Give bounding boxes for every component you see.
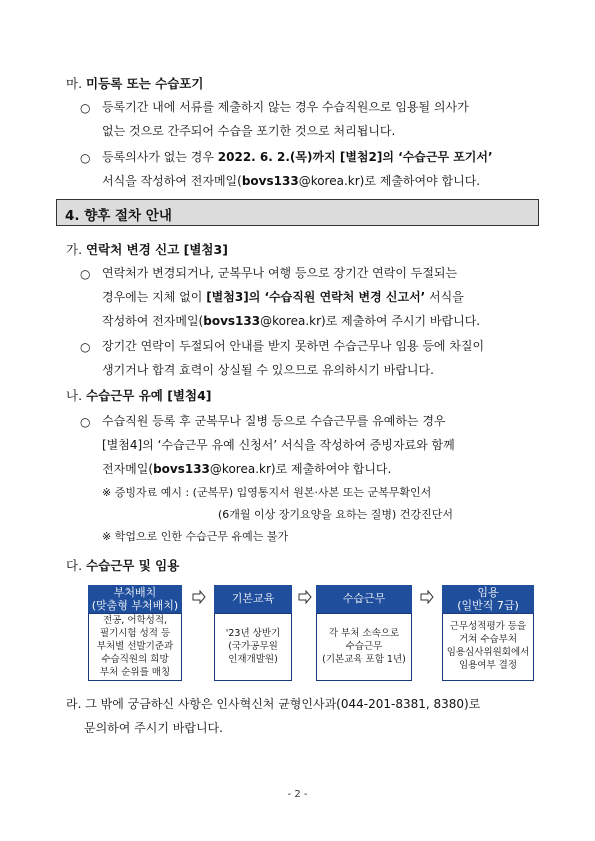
flow-step-3-header: 수습근무 — [316, 585, 412, 613]
section-prefix: 마. — [66, 76, 83, 91]
ga-item-1 — [102, 261, 480, 333]
flow-step-2-body: '23년 상반기 (국가공무원 인재개발원) — [225, 628, 281, 665]
section-prefix: 다. — [66, 558, 83, 573]
paragraph-line: 장기간 연락이 두절되어 안내를 받지 못하면 수습근무나 임용 등에 차질이 — [102, 339, 485, 353]
ma-item-1 — [102, 95, 469, 143]
arrow-right-icon — [298, 590, 312, 604]
section-prefix: 나. — [66, 388, 83, 403]
paragraph-line: 작성하여 전자메일(bovs133@korea.kr)로 제출하여 주시기 바랍니다. — [102, 314, 481, 328]
paragraph-line: 경우에는 지체 없이 [별첨3]의 ‘수습직원 연락처 변경 신고서’ 서식을 — [102, 290, 464, 304]
bullet-icon: ○ — [80, 101, 91, 115]
paragraph-line: 생기거나 합격 효력이 상실될 수 있으므로 유의하시기 바랍니다. — [102, 363, 434, 377]
ga-item-2 — [102, 334, 484, 382]
bullet-icon: ○ — [80, 415, 91, 429]
flow-step-1-body: 전공, 어학성적, 필기시험 성적 등 부처별 선발기준과 수습직원의 희망 부처 순위를 매칭 — [96, 615, 174, 678]
bullet-icon: ○ — [80, 151, 91, 165]
section-ra — [66, 692, 480, 740]
section-title: 수습근무 유예 [별첨4] — [86, 388, 212, 403]
note-evidence: ※ 증빙자료 예시 : (군복무) 입영통지서 원본·사본 또는 군복무확인서 — [102, 486, 432, 499]
section-4-title: 4. 향후 절차 안내 — [65, 208, 172, 224]
section-title: 미등록 또는 수습포기 — [86, 76, 204, 91]
flow-step-4-header: 임용 (일반직 7급) — [442, 585, 534, 613]
section-ma-heading — [66, 74, 203, 92]
flow-step-2-header: 기본교육 — [214, 585, 292, 613]
section-title: 수습근무 및 임용 — [86, 558, 180, 573]
paragraph-line: 서식을 작성하여 전자메일(bovs133@korea.kr)로 제출하여야 합니다. — [102, 174, 481, 188]
section-ga-heading — [66, 240, 228, 258]
paragraph-line: 전자메일(bovs133@korea.kr)로 제출하여야 합니다. — [102, 462, 392, 476]
paragraph-line: 라. 그 밖에 궁금하신 사항은 인사혁신처 균형인사과(044-201-8381, 8380)로 — [66, 697, 481, 711]
section-4-header — [56, 199, 539, 226]
section-da-heading — [66, 556, 179, 574]
bullet-icon: ○ — [80, 340, 91, 354]
flow-step-3-body: 각 부처 소속으로 수습근무 (기본교육 포함 1년) — [322, 628, 406, 665]
ma-item-2 — [102, 145, 493, 193]
na-item — [102, 409, 455, 481]
flow-step-1-header: 부처배치 (맞춤형 부처배치) — [88, 585, 182, 613]
arrow-right-icon — [420, 590, 434, 604]
paragraph-line: 등록의사가 없는 경우 2022. 6. 2.(목)까지 [별첨2]의 ‘수습근무 포기서’ — [102, 150, 493, 164]
paragraph-line: 없는 것으로 간주되어 수습을 포기한 것으로 처리됩니다. — [102, 124, 396, 138]
note-study: ※ 학업으로 인한 수습근무 유예는 불가 — [102, 530, 289, 543]
section-title: 연락처 변경 신고 [별첨3] — [86, 242, 228, 257]
page-number: - 2 - — [287, 789, 308, 800]
flow-step-4-body: 근무성적평가 등을 거쳐 수습부처 임용심사위원회에서 임용여부 결정 — [446, 621, 530, 671]
paragraph-line: 문의하여 주시기 바랍니다. — [84, 721, 223, 735]
note-evidence-cont: (6개월 이상 장기요양을 요하는 질병) 건강진단서 — [218, 508, 453, 521]
paragraph-line: [별첨4]의 ‘수습근무 유예 신청서’ 서식을 작성하여 증빙자료와 함께 — [102, 438, 455, 452]
section-na-heading — [66, 386, 211, 404]
arrow-right-icon — [192, 590, 206, 604]
bullet-icon: ○ — [80, 267, 91, 281]
paragraph-line: 등록기간 내에 서류를 제출하지 않는 경우 수습직원으로 임용될 의사가 — [102, 100, 469, 114]
paragraph-line: 수습직원 등록 후 군복무나 질병 등으로 수습근무를 유예하는 경우 — [102, 414, 446, 428]
section-prefix: 가. — [66, 242, 83, 257]
paragraph-line: 연락처가 변경되거나, 군복무나 여행 등으로 장기간 연락이 두절되는 — [102, 266, 458, 280]
